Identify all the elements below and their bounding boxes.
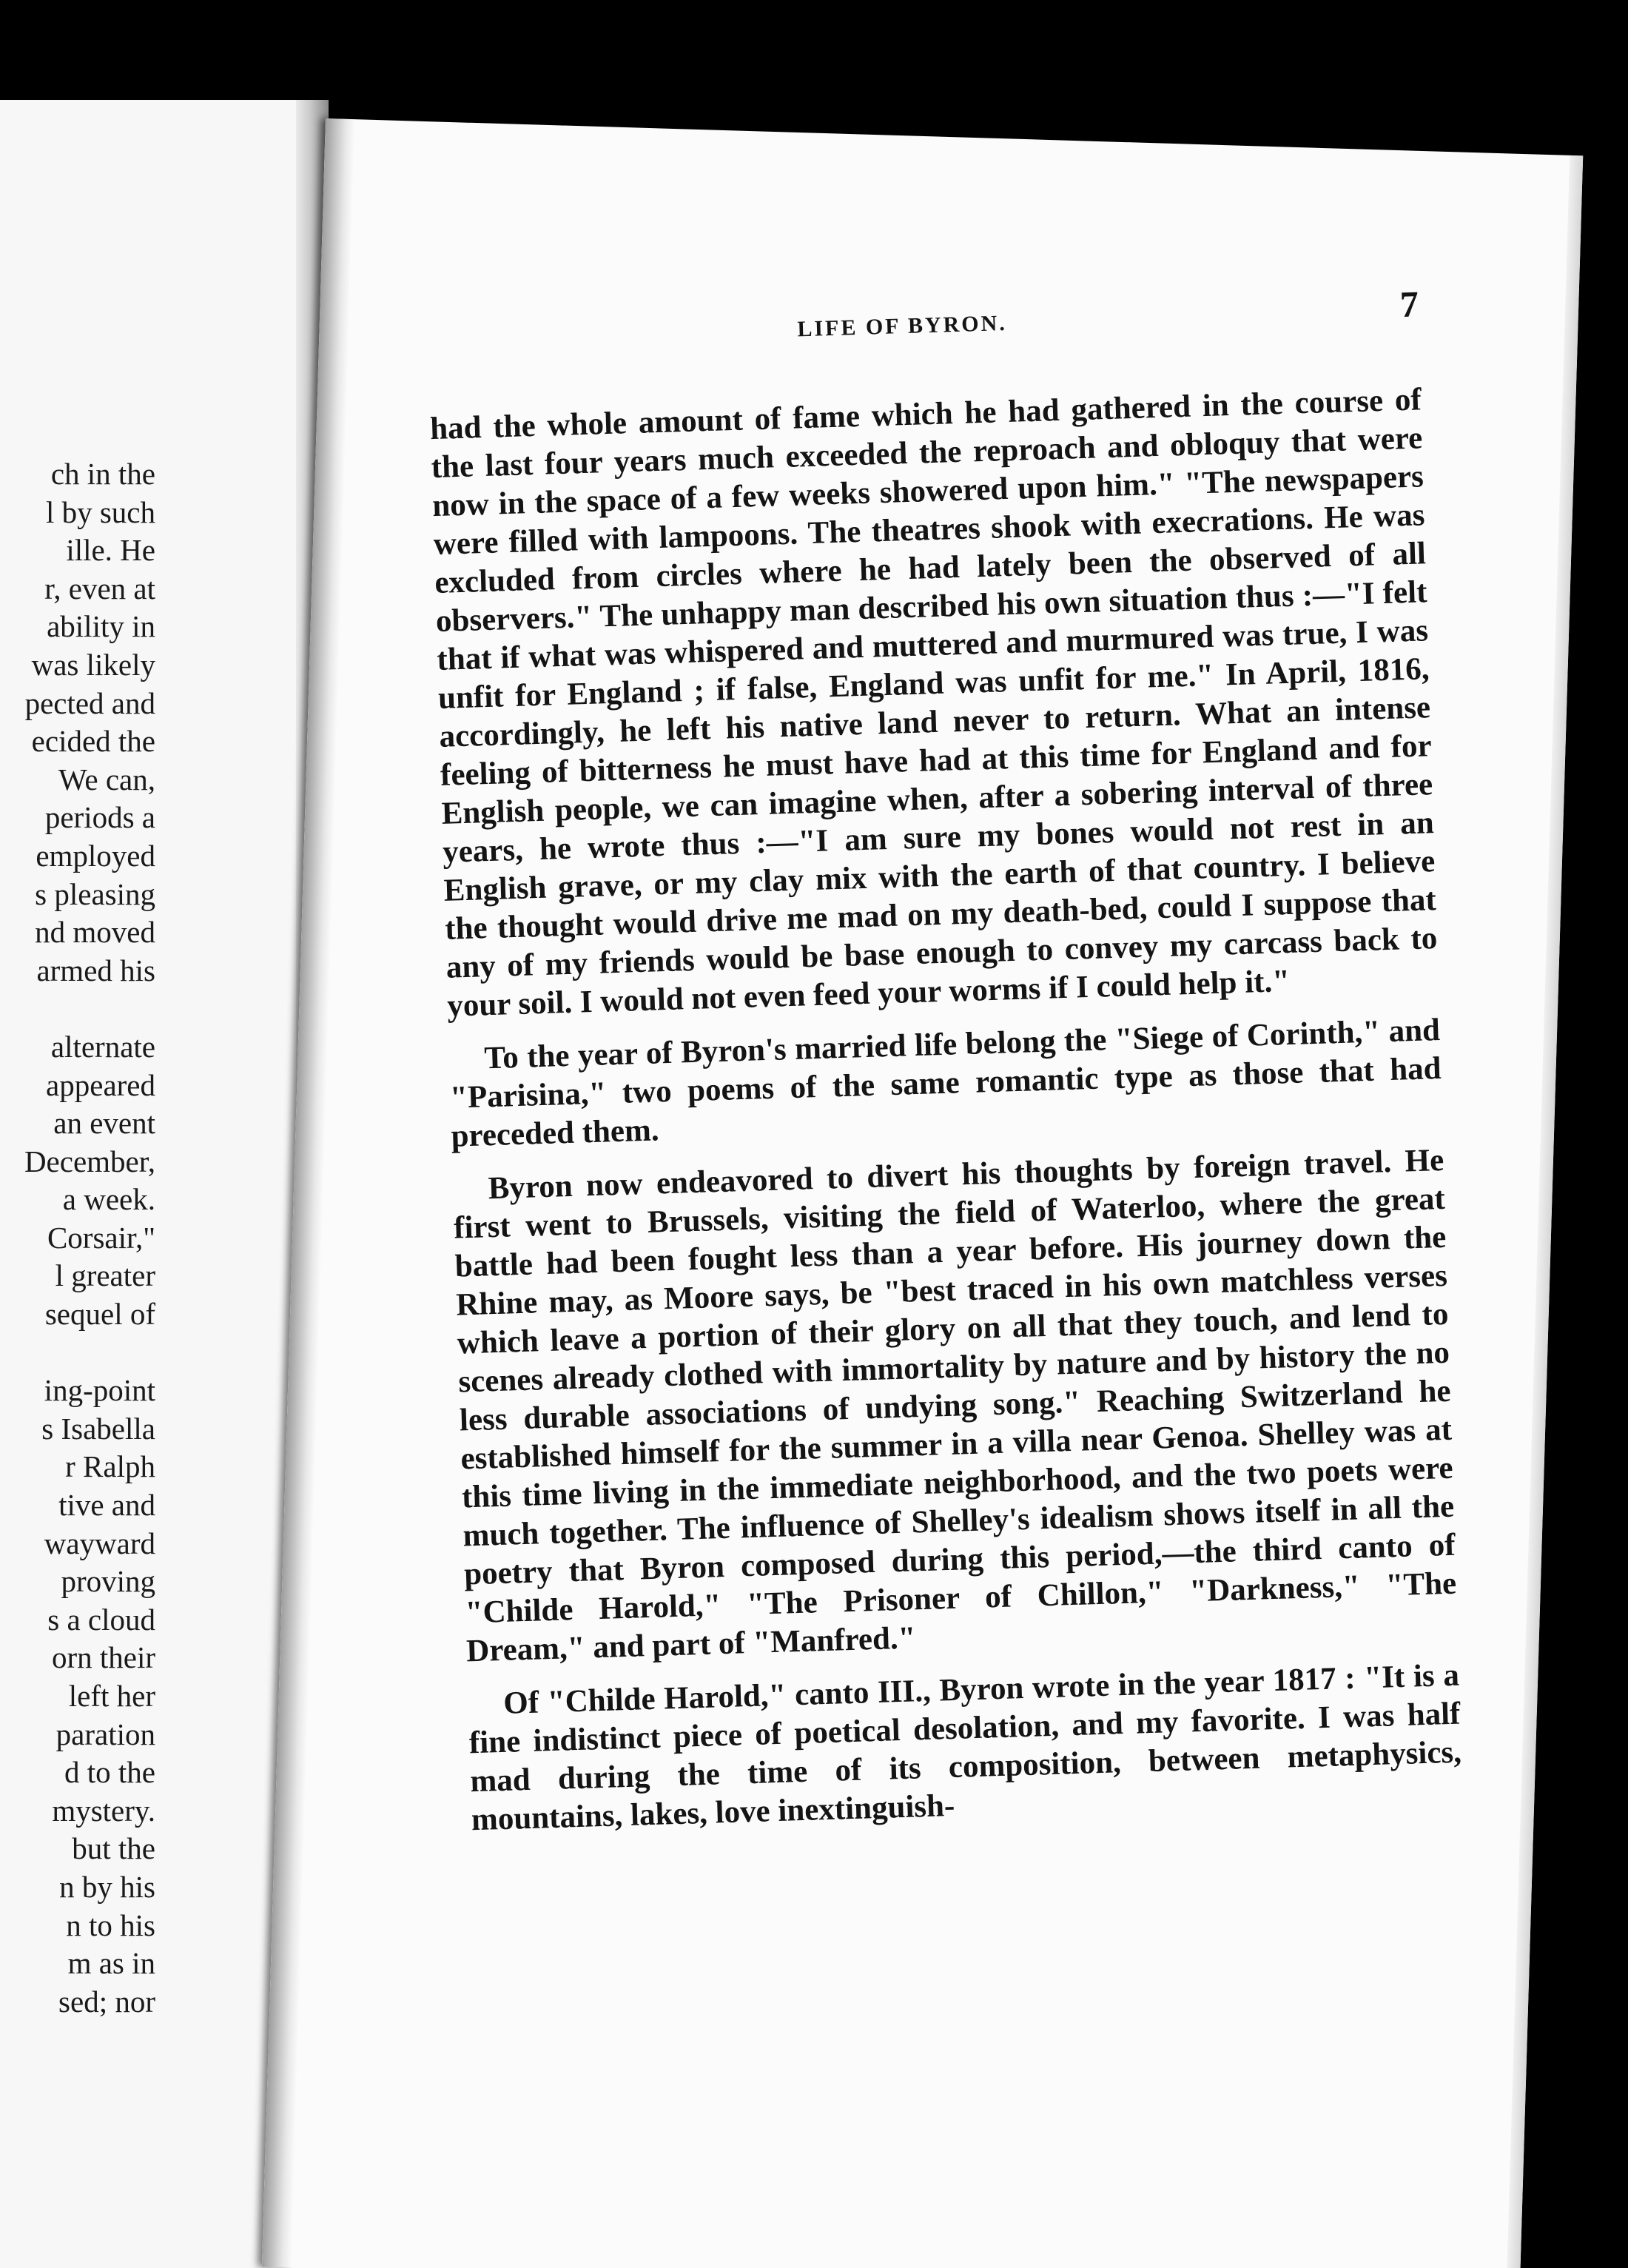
left-page-line: an event (53, 1106, 155, 1141)
left-page-text (0, 455, 155, 2021)
left-page-line: l by such (45, 494, 155, 529)
left-page-line: r Ralph (65, 1449, 155, 1484)
left-page-line: nd moved (35, 915, 155, 950)
left-page-line: We can, (58, 762, 155, 796)
left-page-line: n by his (59, 1869, 155, 1904)
left-page-line: ecided the (31, 724, 155, 759)
page-text-block (427, 283, 1464, 1854)
left-facing-page (0, 100, 318, 2268)
left-page-line: mystery. (52, 1793, 155, 1828)
left-page-line: appeared (46, 1067, 155, 1102)
left-page-line: proving (61, 1564, 155, 1599)
left-page-line: ing-point (44, 1373, 155, 1408)
left-page-line: periods a (44, 800, 155, 835)
paragraph: Of "Childe Harold," canto III., Byron wrote in the year 1817 : "It is a fine indistinct piece of poetical desolation, and my favorite. I was half mad during the time of its composition, between metaphysics, mountains, lakes, love inextinguish- (468, 1657, 1462, 1838)
left-page-line: d to the (64, 1755, 155, 1790)
left-page-line: a week. (62, 1182, 155, 1217)
left-page-line: orn their (51, 1640, 155, 1675)
left-page-line: pected and (24, 685, 155, 720)
left-page-line: left her (68, 1679, 155, 1713)
left-page-line (0, 990, 155, 1028)
running-title: LIFE OF BYRON. (796, 310, 1008, 342)
left-page-line: sequel of (44, 1297, 155, 1332)
page-number: 7 (1399, 283, 1419, 326)
left-page-line: but the (72, 1831, 155, 1866)
left-page-line: employed (36, 838, 155, 873)
left-page-line: m as in (67, 1946, 155, 1981)
left-page-line: armed his (36, 953, 155, 987)
left-page-line: n to his (66, 1908, 155, 1942)
left-page-line: alternate (50, 1029, 155, 1064)
left-page-line: sed; nor (58, 1984, 155, 2019)
body-text (429, 380, 1463, 1839)
left-page-line: r, even at (44, 571, 155, 605)
left-page-line: s pleasing (35, 876, 155, 911)
right-page (262, 118, 1583, 2268)
left-page-line: ille. He (66, 533, 155, 568)
left-page-line: l greater (55, 1258, 155, 1293)
paragraph: had the whole amount of fame which he had gathered in the course of the last four years much exceeded the reproach and obloquy that were now in the space of a few weeks showered upon him." "The newspapers were filled with lampoons. The theatres shook with execrations. He was excluded from circles where he had lately been the observed of all observers." The unhappy man described his own situation thus :—"I felt that if what was whispered and muttered and murmured was true, I was unfit for England ; if false, England was unfit for me." In April, 1816, accordingly, he left his native land never to return. What an intense feeling of bitterness he must have had at this time for England and for English people, we can imagine when, after a sobering interval of three years, he wrote thus :—"I am sure my bones would not rest in an English grave, or my clay mix with the earth of that country. I believe the thought would drive me mad on my death-bed, could I suppose that any of my friends would be base enough to convey my carcass back to your soil. I would not even feed your worms if I could help it." (429, 382, 1438, 1024)
left-page-line: Corsair," (47, 1220, 155, 1255)
left-page-line: ch in the (50, 457, 155, 491)
page-edge (1506, 155, 1583, 2268)
left-page-line: s Isabella (41, 1411, 155, 1446)
left-page-line: was likely (31, 647, 155, 682)
left-page-line: tive and (58, 1488, 155, 1523)
left-page-line: December, (24, 1144, 155, 1178)
paragraph: Byron now endeavored to divert his thoughts by foreign travel. He first went to Brussels, visiting the field of Waterloo, where the great battle had been fought less than a year before. His journey down the Rhine may, as Moore says, be "best traced in his own matchless verses which leave a portion of their glory on all that they touch, and lend to scenes already clothed with immortality by nature and by history the no less durable associations of undying song." Reaching Switzerland he established himself for the summer in a villa near Genoa. Shelley was at this time living in the immediate neighborhood, and the two poets were much together. The influence of Shelley's idealism shows itself in all the poetry that Byron composed during this period,—the third canto of "Childe Harold," "The Prisoner of Chillon," "Darkness," "The Dream," and part of "Manfred." (453, 1142, 1457, 1669)
left-page-line: ability in (47, 609, 155, 644)
left-page-line: s a cloud (47, 1602, 155, 1637)
left-page-line: wayward (44, 1526, 155, 1560)
left-page-line (0, 1334, 155, 1372)
left-page-line: paration (56, 1717, 155, 1751)
paragraph: To the year of Byron's married life belong the "Siege of Corinth," and "Parisina," two poems of the same romantic type as those that had preceded them. (449, 1013, 1442, 1154)
